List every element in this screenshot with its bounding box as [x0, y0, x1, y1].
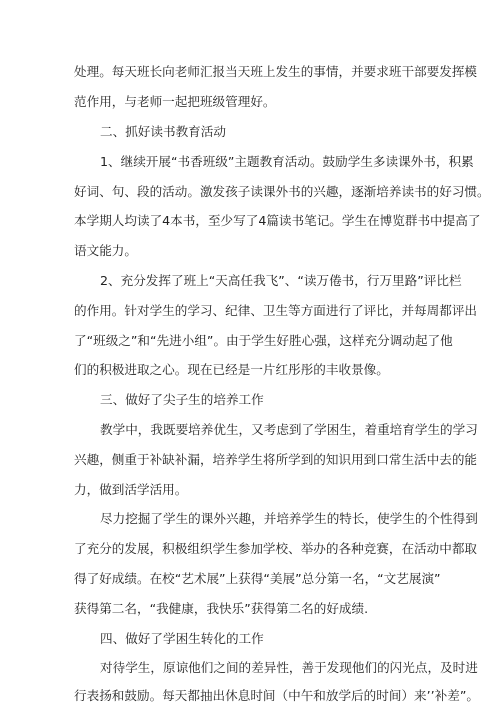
paragraph-line: 得了好成绩。在校“艺术展”上获得“美展”总分第一名，“文艺展演”	[74, 571, 441, 586]
paragraph-line: 2、充分发挥了班上“天高任我飞”、“读万倦书，行万里路”评比栏	[100, 273, 462, 288]
paragraph-line: 们的积极进取之心。现在已经是一片红彤彤的丰收景像。	[74, 362, 389, 377]
paragraph-line: 力，做到活学活用。	[74, 482, 188, 497]
paragraph-line: 教学中，我既要培养优生，又考虑到了学困生，着重培育学生的学习	[100, 422, 478, 437]
paragraph-line: 本学期人均读了4本书，至少写了4篇读书笔记。学生在博览群书中提高了	[74, 213, 481, 228]
paragraph-line: 对待学生，原谅他们之间的差异性，善于发现他们的闪光点，及时进	[100, 660, 478, 675]
paragraph-line: 行表扬和鼓励。每天都抽出休息时间（中午和放学后的时间）来’’补差”。	[74, 688, 479, 703]
paragraph-line: 好词、句、段的活动。激发孩子读课外书的兴趣，逐渐培养读书的好习惯。	[74, 184, 490, 199]
paragraph-line: 范作用，与老师一起把班级管理好。	[74, 94, 276, 109]
section-heading: 三、做好了尖子生的培养工作	[100, 392, 264, 407]
paragraph-line: 语文能力。	[74, 243, 137, 258]
section-heading: 二、抓好读书教育活动	[100, 124, 226, 139]
paragraph-line: 1、继续开展“书香班级”主题教育活动。鼓励学生多读课外书，积累	[100, 154, 474, 169]
paragraph-line: 了“班级之”和“先进小组”。由于学生好胜心强，这样充分调动起了他	[74, 333, 453, 348]
paragraph-line: 获得第二名，“我健康，我快乐”获得第二名的好成绩.	[74, 601, 369, 616]
paragraph-line: 兴趣，侧重于补缺补漏，培养学生将所学到的知识用到口常生活中去的能	[74, 452, 477, 467]
paragraph-line: 尽力挖掘了学生的课外兴趣，并培养学生的特长，使学生的个性得到	[100, 511, 478, 526]
paragraph-line: 了充分的发展，积极组织学生参加学校、举办的各种竞赛，在活动中都取	[74, 541, 477, 556]
paragraph-line: 的作用。针对学生的学习、纪律、卫生等方面进行了评比，并每周都评出	[74, 303, 477, 318]
paragraph-line: 处理。每天班长向老师汇报当天班上发生的事情，并要求班干部要发挥模	[74, 64, 477, 79]
section-heading: 四、做好了学困生转化的工作	[100, 631, 264, 646]
